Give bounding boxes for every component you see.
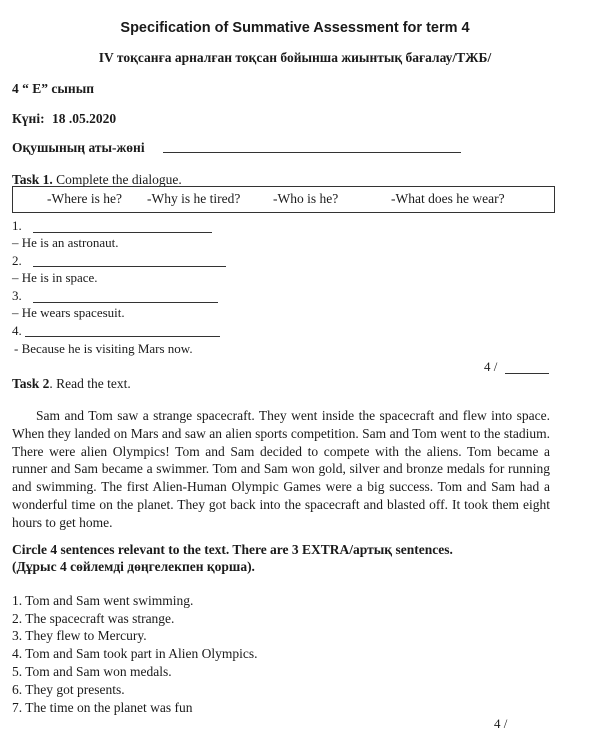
- task2-instruction: Circle 4 sentences relevant to the text. There are 3 EXTRA/артық sentences.: [12, 542, 453, 557]
- task1-item-answer: - Because he is visiting Mars now.: [14, 341, 193, 356]
- date-label: Күні:: [12, 111, 45, 126]
- sentence-option[interactable]: 7. The time on the planet was fun: [12, 700, 193, 715]
- task1-option: -What does he wear?: [391, 191, 505, 206]
- task1-option: -Why is he tired?: [147, 191, 241, 206]
- task1-options-box: [12, 186, 555, 213]
- task2-heading-number: Task 2: [12, 376, 50, 391]
- task1-answer-field[interactable]: [33, 266, 226, 267]
- student-name-label: Оқушының аты-жөні: [12, 140, 145, 155]
- task2-score-label: 4 /: [494, 716, 508, 731]
- task1-item-number: 4.: [12, 323, 22, 338]
- task1-answer-field[interactable]: [33, 232, 212, 233]
- sentence-option[interactable]: 4. Tom and Sam took part in Alien Olympics.: [12, 646, 258, 661]
- task1-item-number: 2.: [12, 253, 22, 268]
- task1-answer-field[interactable]: [33, 302, 218, 303]
- sentence-option[interactable]: 2. The spacecraft was strange.: [12, 611, 175, 626]
- task1-item-answer: – He wears spacesuit.: [12, 305, 125, 320]
- student-name-field[interactable]: [163, 152, 461, 153]
- task2-heading-text: . Read the text.: [49, 376, 131, 391]
- document-title: Specification of Summative Assessment for term 4: [120, 20, 470, 36]
- task1-item-answer: – He is an astronaut.: [12, 235, 119, 250]
- task1-answer-field[interactable]: [25, 336, 220, 337]
- task1-heading-number: Task 1.: [12, 172, 53, 187]
- date-value: 18 .05.2020: [51, 111, 117, 126]
- task1-option: -Where is he?: [47, 191, 122, 206]
- task2-heading: [12, 376, 131, 392]
- student-name-row: [12, 140, 145, 156]
- task1-score-field[interactable]: [505, 373, 549, 374]
- task2-reading-text: Sam and Tom saw a strange spacecraft. They went inside the spacecraft and flew into space. When they landed on Mars and saw an alien sports competition. Sam and Tom went to the stadium. There were alien Olympics! Tom and Sam decided to compete with the aliens. Tom became a runner and Sam became a swimmer. Tom and Sam won gold, silver and bronze medals for running and swimming. The first Alien-Human Olympic Games were a big success. Tom and Sam had a wonderful time on the planet. They got back into the spacecraft and blasted off. It took them eight hours to get home.: [12, 408, 550, 530]
- task1-item-number: 3.: [12, 288, 22, 303]
- task2-instruction-kazakh: (Дұрыс 4 сөйлемді дөңгелекпен қорша).: [12, 559, 255, 574]
- task1-score-label: 4 /: [484, 359, 498, 374]
- task1-option: -Who is he?: [273, 191, 339, 206]
- sentence-option[interactable]: 1. Tom and Sam went swimming.: [12, 593, 194, 608]
- date-row: [12, 111, 116, 127]
- sentence-option[interactable]: 6. They got presents.: [12, 682, 125, 697]
- sentence-option[interactable]: 5. Tom and Sam won medals.: [12, 664, 172, 679]
- sentence-option[interactable]: 3. They flew to Mercury.: [12, 628, 147, 643]
- document-subtitle: IV тоқсанға арналған тоқсан бойынша жиынтық бағалау/ТЖБ/: [98, 50, 492, 65]
- task1-item-answer: – He is in space.: [12, 270, 98, 285]
- task1-heading-text: Complete the dialogue.: [52, 172, 182, 187]
- class-label: 4 “ E” сынып: [12, 81, 95, 96]
- task1-item-number: 1.: [12, 218, 22, 233]
